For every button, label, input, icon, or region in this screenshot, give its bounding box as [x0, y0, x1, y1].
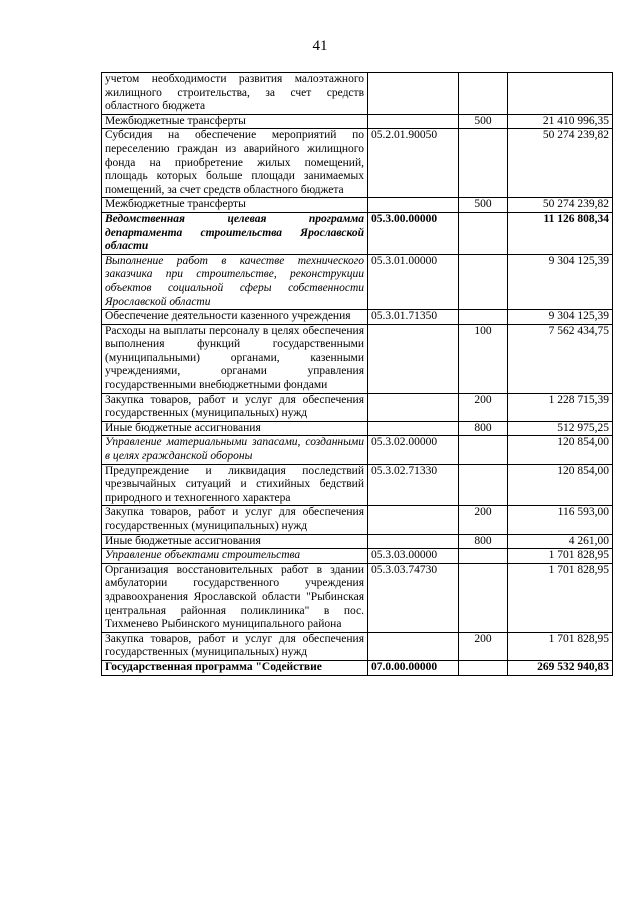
row-amount-cell: 512 975,25 [508, 421, 613, 436]
row-code-cell: 05.3.01.71350 [368, 310, 459, 325]
row-name-cell: Закупка товаров, работ и услуг для обеспечения государственных (муниципальных) нужд [102, 632, 368, 660]
row-code-cell [368, 421, 459, 436]
row-name-cell: Межбюджетные трансферты [102, 198, 368, 213]
row-name-cell: Организация восстановительных работ в здании амбулатории государственного учреждения здравоохранения Ярославской области "Рыбинская центральная районная поликлиника" в пос. Тихменево Рыбинского муниципального района [102, 563, 368, 632]
table-row [102, 534, 613, 549]
table-row [102, 421, 613, 436]
row-expense-type-cell: 500 [459, 198, 508, 213]
row-expense-type-cell [459, 129, 508, 198]
page-number: 41 [312, 38, 328, 54]
row-expense-type-cell: 800 [459, 421, 508, 436]
row-amount-cell: 1 701 828,95 [508, 632, 613, 660]
table-row [102, 632, 613, 660]
row-expense-type-cell [459, 310, 508, 325]
row-amount-cell: 269 532 940,83 [508, 660, 613, 675]
row-expense-type-cell [459, 563, 508, 632]
row-name-cell: Иные бюджетные ассигнования [102, 421, 368, 436]
table-row [102, 660, 613, 675]
row-name-cell: Субсидия на обеспечение мероприятий по переселению граждан из аварийного жилищного фонда на приобретение жилых помещений, площадь которых больше площади занимаемых помещений, за счет средств областного бюджета [102, 129, 368, 198]
table-row [102, 324, 613, 393]
row-code-cell [368, 393, 459, 421]
row-code-cell: 05.3.03.00000 [368, 549, 459, 564]
budget-table-body [102, 73, 613, 676]
row-amount-cell: 116 593,00 [508, 506, 613, 534]
row-amount-cell: 9 304 125,39 [508, 310, 613, 325]
row-name-cell: Выполнение работ в качестве технического заказчика при строительстве, реконструкции объектов социальной сферы собственности Ярославской области [102, 254, 368, 309]
row-amount-cell: 1 228 715,39 [508, 393, 613, 421]
row-code-cell: 05.3.02.71330 [368, 464, 459, 506]
row-code-cell [368, 73, 459, 115]
row-expense-type-cell: 200 [459, 393, 508, 421]
row-amount-cell: 4 261,00 [508, 534, 613, 549]
table-row [102, 506, 613, 534]
row-name-cell: Закупка товаров, работ и услуг для обеспечения государственных (муниципальных) нужд [102, 506, 368, 534]
row-amount-cell: 7 562 434,75 [508, 324, 613, 393]
table-row [102, 212, 613, 254]
table-row [102, 563, 613, 632]
row-expense-type-cell: 100 [459, 324, 508, 393]
row-code-cell: 05.2.01.90050 [368, 129, 459, 198]
table-row [102, 436, 613, 464]
row-amount-cell: 9 304 125,39 [508, 254, 613, 309]
row-code-cell: 05.3.01.00000 [368, 254, 459, 309]
table-row [102, 73, 613, 115]
row-name-cell: Предупреждение и ликвидация последствий чрезвычайных ситуаций и стихийных бедствий природного и техногенного характера [102, 464, 368, 506]
row-expense-type-cell [459, 436, 508, 464]
row-expense-type-cell [459, 660, 508, 675]
row-amount-cell: 11 126 808,34 [508, 212, 613, 254]
row-name-cell: Управление объектами строительства [102, 549, 368, 564]
row-amount-cell [508, 73, 613, 115]
table-row [102, 129, 613, 198]
table-row [102, 464, 613, 506]
row-code-cell: 05.3.00.00000 [368, 212, 459, 254]
row-code-cell [368, 114, 459, 129]
row-code-cell [368, 632, 459, 660]
row-code-cell [368, 198, 459, 213]
row-code-cell: 05.3.02.00000 [368, 436, 459, 464]
row-name-cell: Иные бюджетные ассигнования [102, 534, 368, 549]
row-amount-cell: 120 854,00 [508, 464, 613, 506]
row-name-cell: Государственная программа "Содействие [102, 660, 368, 675]
row-expense-type-cell [459, 254, 508, 309]
row-name-cell: Межбюджетные трансферты [102, 114, 368, 129]
row-name-cell: Управление материальными запасами, созданными в целях гражданской обороны [102, 436, 368, 464]
row-name-cell: учетом необходимости развития малоэтажного жилищного строительства, за счет средств областного бюджета [102, 73, 368, 115]
table-row [102, 310, 613, 325]
row-amount-cell: 120 854,00 [508, 436, 613, 464]
row-expense-type-cell: 200 [459, 632, 508, 660]
row-amount-cell: 1 701 828,95 [508, 549, 613, 564]
row-expense-type-cell: 200 [459, 506, 508, 534]
row-expense-type-cell [459, 464, 508, 506]
row-amount-cell: 50 274 239,82 [508, 129, 613, 198]
row-code-cell: 07.0.00.00000 [368, 660, 459, 675]
row-name-cell: Расходы на выплаты персоналу в целях обеспечения выполнения функций государственными (муниципальными) органами, казенными учреждениями, органами управления государственными внебюджетными фондами [102, 324, 368, 393]
table-row [102, 549, 613, 564]
row-name-cell: Ведомственная целевая программа департамента строительства Ярославской области [102, 212, 368, 254]
row-code-cell [368, 506, 459, 534]
table-row [102, 254, 613, 309]
row-expense-type-cell [459, 549, 508, 564]
row-name-cell: Закупка товаров, работ и услуг для обеспечения государственных (муниципальных) нужд [102, 393, 368, 421]
row-expense-type-cell [459, 73, 508, 115]
row-expense-type-cell [459, 212, 508, 254]
row-expense-type-cell: 500 [459, 114, 508, 129]
row-amount-cell: 1 701 828,95 [508, 563, 613, 632]
row-code-cell [368, 534, 459, 549]
table-row [102, 198, 613, 213]
row-amount-cell: 50 274 239,82 [508, 198, 613, 213]
row-amount-cell: 21 410 996,35 [508, 114, 613, 129]
budget-table [101, 72, 613, 676]
table-row [102, 114, 613, 129]
row-code-cell: 05.3.03.74730 [368, 563, 459, 632]
row-name-cell: Обеспечение деятельности казенного учреждения [102, 310, 368, 325]
row-expense-type-cell: 800 [459, 534, 508, 549]
row-code-cell [368, 324, 459, 393]
table-row [102, 393, 613, 421]
